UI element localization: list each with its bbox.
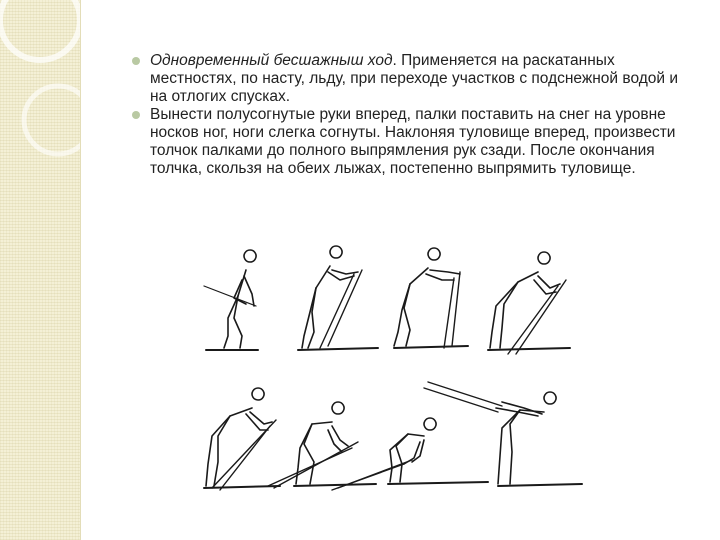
bullet-item-1 (132, 52, 692, 106)
skier-phases-drawing (198, 236, 584, 500)
bullet-list (132, 52, 692, 178)
decorative-arcs (0, 0, 80, 540)
skiing-technique-illustration (198, 236, 584, 500)
skier-phase-8 (424, 382, 582, 486)
bullet-lead: Одновременный бесшажныш ход (150, 52, 393, 69)
skier-phase-4 (488, 252, 570, 354)
skier-phase-6 (268, 402, 376, 488)
skier-phase-2 (298, 246, 378, 350)
skier-phase-5 (204, 388, 280, 490)
bullet-text: . Применяется на раскатанных местностях, по насту, льду, при переходе участков с подснежной водой и на отлогих спусках. (150, 52, 679, 105)
skier-phase-7 (332, 418, 488, 490)
bullet-icon (132, 111, 140, 119)
bullet-text: Вынести полусогнутые руки вперед, палки поставить на снег на уровне носков ног, ноги слегка согнуты. Наклоняя туловище вперед, произвести толчок палками до полного выпрямления рук сзади. После окончания толчка, скользя на обеих лыжах, постепенно выпрямить туловище. (150, 106, 676, 177)
bullet-item-2 (132, 106, 692, 178)
skier-phase-1 (204, 250, 258, 350)
decorative-side-band (0, 0, 81, 540)
bullet-icon (132, 57, 140, 65)
skier-phase-3 (394, 248, 468, 348)
